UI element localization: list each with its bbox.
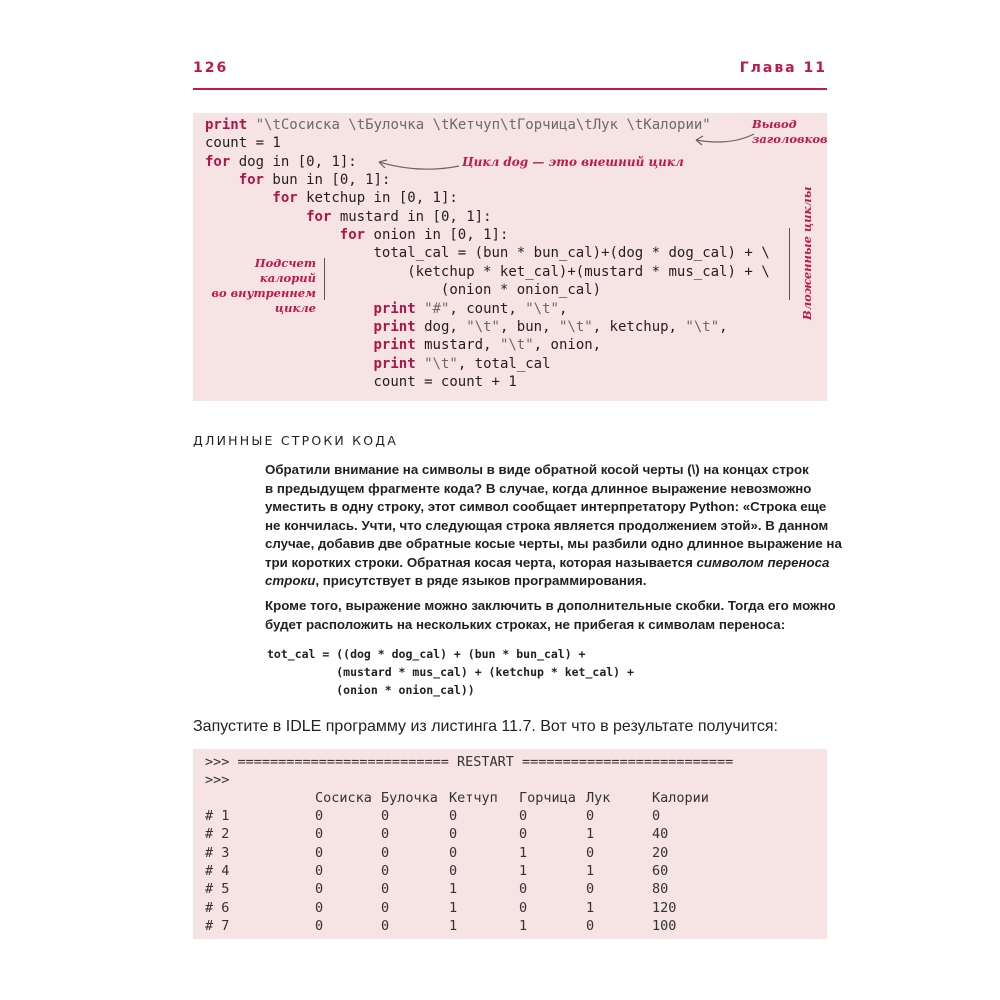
- code-line: [441, 281, 601, 299]
- section-title-text: ДЛИННЫЕ СТРОКИ КОДА: [193, 433, 398, 448]
- code-token: print: [373, 318, 416, 335]
- section-title: [193, 433, 398, 448]
- output-cell: 1: [449, 881, 458, 898]
- output-cell: 20: [652, 844, 669, 861]
- code-token: (onion * onion_cal): [440, 282, 602, 299]
- code-token: for: [238, 172, 264, 189]
- output-cell: Сосиска: [315, 790, 372, 806]
- arrow-icon: [375, 152, 460, 174]
- annotation-inner-calc: [196, 256, 316, 316]
- code-line: [407, 263, 769, 281]
- output-cell: 0: [381, 881, 390, 898]
- code-token: count = count + 1: [373, 373, 517, 390]
- output-cell: # 6: [205, 899, 230, 916]
- output-cell: Лук: [586, 790, 611, 806]
- code-line: [374, 318, 728, 336]
- text-run: Обратили внимание на символы в виде обратной косой черты (\) на концах строк: [265, 462, 809, 477]
- output-cell: 0: [449, 844, 458, 861]
- output-cell: Булочка: [381, 790, 438, 806]
- code-token: print: [205, 117, 248, 133]
- output-cell: 1: [586, 862, 595, 879]
- output-cell: Кетчуп: [449, 790, 498, 806]
- code-line: [306, 208, 491, 226]
- output-cell: 0: [381, 826, 390, 843]
- output-cell: 80: [652, 881, 669, 898]
- arrow-icon: [690, 128, 760, 150]
- output-cell: 0: [519, 826, 528, 843]
- code-line: [374, 336, 602, 354]
- output-cell: 0: [586, 881, 595, 898]
- code-token: mustard,: [415, 337, 500, 354]
- output-cell: 1: [519, 917, 528, 934]
- output-cell: 1: [449, 899, 458, 916]
- chapter-title: Глава 11: [739, 60, 827, 76]
- output-cell: # 2: [205, 826, 230, 843]
- code-line: [205, 153, 357, 171]
- text-run: строки: [265, 573, 316, 588]
- paragraph-line: [265, 498, 842, 517]
- code-token: , bun,: [499, 318, 559, 335]
- annotation-nested: Вложенные циклы: [800, 186, 814, 320]
- page-number: 126: [193, 60, 229, 76]
- paragraph-line: [265, 616, 836, 635]
- paragraph-line: [265, 597, 836, 616]
- code-token: count = 1: [205, 135, 281, 152]
- output-cell: 0: [381, 899, 390, 916]
- code-token: (ketchup * ket_cal)+(mustard * mus_cal) + \: [407, 263, 770, 280]
- output-cell: 0: [315, 917, 324, 934]
- output-cell: 40: [652, 826, 669, 843]
- output-cell: 1: [586, 899, 595, 916]
- annotation-line: Подсчет калорий: [254, 256, 316, 285]
- output-cell: 1: [449, 917, 458, 934]
- output-cell: 0: [381, 862, 390, 879]
- code-token: ,: [719, 318, 728, 335]
- code-token: "\t": [466, 318, 500, 335]
- output-cell: 0: [586, 844, 595, 861]
- output-cell: 0: [586, 917, 595, 934]
- code-token: print: [373, 337, 416, 354]
- code-token: print: [373, 355, 416, 372]
- code-token: bun in [0, 1]:: [263, 172, 391, 189]
- output-cell: 100: [652, 917, 677, 934]
- text-run: , присутствует в ряде языков программирования.: [315, 573, 647, 588]
- code-line: [374, 373, 517, 391]
- output-cell: 0: [381, 808, 390, 824]
- code-token: , count,: [449, 300, 526, 317]
- output-cell: >>> ========================== RESTART ==========================: [205, 754, 734, 770]
- output-cell: 120: [652, 899, 677, 916]
- annotation-headers: Вывод заголовков: [752, 117, 828, 146]
- text-run: три коротких строки. Обратная косая черта, которая называется: [265, 554, 697, 570]
- code-line: tot_cal = ((dog * dog_cal) + (bun * bun_cal) +: [267, 647, 586, 661]
- code-line: [205, 134, 281, 152]
- output-cell: 0: [449, 826, 458, 843]
- output-cell: 0: [315, 808, 324, 824]
- code-token: , ketchup,: [592, 318, 686, 335]
- bracket-line: [324, 258, 325, 300]
- code-token: , total_cal: [457, 355, 551, 372]
- output-cell: 0: [449, 862, 458, 879]
- code-token: mustard in [0, 1]:: [331, 208, 492, 225]
- code-line: [374, 355, 551, 373]
- paragraph-line: [265, 480, 842, 499]
- text-run: Кроме того, выражение можно заключить в дополнительные скобки. Тогда его можно: [265, 598, 836, 613]
- text-run: не кончилась. Учти, что следующая строка является продолжением этой». В данном: [265, 517, 829, 533]
- paragraph-line: [265, 535, 842, 554]
- output-cell: 0: [586, 808, 595, 824]
- output-cell: >>>: [205, 772, 230, 788]
- output-cell: 1: [519, 844, 528, 861]
- paragraph-line: [265, 572, 842, 591]
- code-token: for: [272, 190, 298, 207]
- output-cell: Горчица: [519, 790, 576, 806]
- paragraph-2: [265, 597, 836, 634]
- code-token: dog,: [415, 318, 467, 335]
- code-token: "#": [415, 300, 450, 317]
- text-run: в предыдущем фрагменте кода? В случае, когда длинное выражение невозможно: [265, 480, 812, 496]
- code-line: [239, 171, 391, 189]
- output-cell: Калории: [652, 790, 709, 806]
- paragraph-line: [265, 461, 842, 480]
- output-cell: 1: [519, 862, 528, 879]
- header-rule: [193, 88, 827, 90]
- text-run: случае, добавив две обратные косые черты, мы разбили одно длинное выражение на: [265, 536, 842, 551]
- code-line: [340, 226, 509, 244]
- code-token: "\t": [499, 337, 534, 354]
- output-cell: 0: [652, 808, 661, 824]
- code-token: ,: [558, 300, 568, 317]
- output-cell: # 4: [205, 862, 230, 879]
- code-token: total_cal = (bun * bun_cal)+(dog * dog_cal) + \: [373, 245, 770, 262]
- paragraph-1: [265, 461, 842, 591]
- code-line: [205, 116, 711, 134]
- text-run: будет расположить на нескольких строках, не прибегая к символам переноса:: [265, 616, 786, 632]
- annotation-line: цикле: [274, 301, 316, 315]
- output-cell: 1: [586, 826, 595, 843]
- output-cell: 0: [315, 881, 324, 898]
- code-token: "\t": [558, 318, 593, 335]
- code-token: for: [339, 227, 366, 244]
- code-line: [374, 244, 770, 262]
- code-token: for: [205, 153, 231, 170]
- output-cell: 0: [519, 899, 528, 916]
- output-cell: 60: [652, 862, 669, 879]
- output-cell: 0: [315, 826, 324, 843]
- output-cell: 0: [315, 844, 324, 861]
- annotation-line: во внутреннем: [211, 286, 316, 300]
- paragraph-line: [265, 554, 842, 573]
- text-run: уместить в одну строку, этот символ сообщает интерпретатору Python: «Строка еще: [265, 499, 827, 514]
- code-token: ketchup in [0, 1]:: [297, 190, 458, 207]
- output-cell: 0: [519, 808, 528, 824]
- output-cell: # 5: [205, 881, 230, 898]
- paragraph-line: [265, 517, 842, 536]
- output-cell: 0: [315, 862, 324, 879]
- annotation-outer-loop: Цикл dog — это внешний цикл: [462, 155, 684, 169]
- code-line: [272, 189, 457, 207]
- output-cell: 0: [519, 881, 528, 898]
- code-token: "\t": [415, 355, 458, 372]
- text-run: символом переноса: [696, 554, 830, 570]
- code-token: for: [306, 208, 332, 225]
- code-line: (onion * onion_cal)): [267, 683, 475, 697]
- output-cell: 0: [381, 917, 390, 934]
- output-cell: 0: [449, 808, 458, 824]
- code-line: [374, 300, 568, 318]
- output-cell: 0: [381, 844, 390, 861]
- output-cell: # 7: [205, 917, 230, 934]
- code-token: , onion,: [533, 337, 602, 354]
- code-token: "\t": [685, 318, 720, 335]
- code-token: dog in [0, 1]:: [230, 153, 357, 170]
- code-token: onion in [0, 1]:: [365, 227, 509, 244]
- output-cell: 0: [315, 899, 324, 916]
- code-token: "\t": [525, 300, 559, 317]
- code-line: (mustard * mus_cal) + (ketchup * ket_cal) +: [267, 665, 634, 679]
- code-token: print: [373, 300, 416, 317]
- run-instruction: Запустите в IDLE программу из листинга 11.7. Вот что в результате получится:: [193, 718, 778, 735]
- bracket-line: [789, 228, 790, 300]
- output-cell: # 3: [205, 844, 230, 861]
- code-token: "\tСосиска \tБулочка \tКетчуп\tГорчица\tЛук \tКалории": [247, 117, 711, 133]
- output-block: [193, 749, 827, 939]
- output-cell: # 1: [205, 808, 230, 824]
